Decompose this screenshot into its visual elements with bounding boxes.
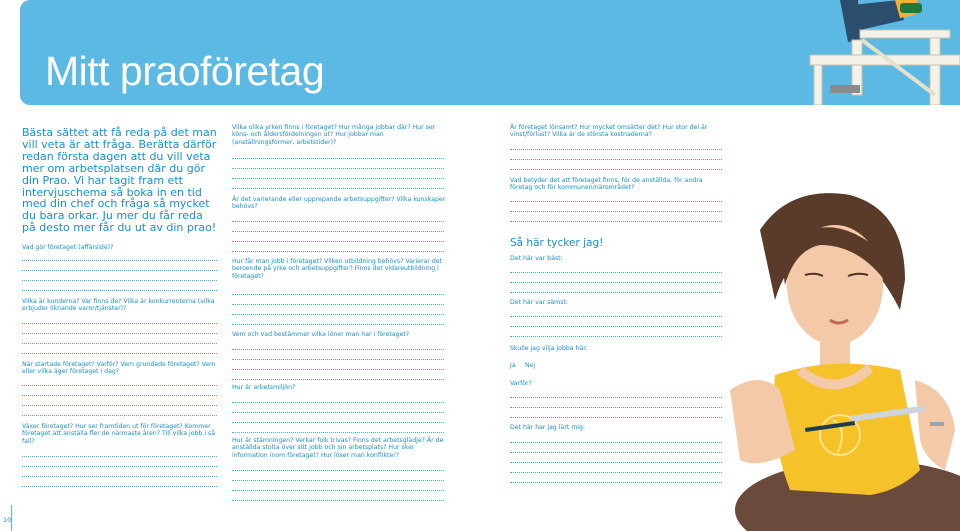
answer-line[interactable] xyxy=(22,378,217,386)
answer-line[interactable] xyxy=(232,161,444,169)
answer-line[interactable] xyxy=(232,224,444,232)
answer-line[interactable] xyxy=(232,395,444,403)
answer-line[interactable] xyxy=(22,449,217,457)
answer-line[interactable] xyxy=(22,408,217,416)
page-title: Mitt praoföretag xyxy=(45,48,325,94)
answer-line[interactable] xyxy=(510,319,722,327)
question-profitability: Är företaget lönsamt? Hur mycket omsätter det? Hur stor del är vinst/förlust? Vilka är de största kostnaderna? xyxy=(510,124,708,139)
option-no[interactable]: Nej xyxy=(525,362,536,369)
answer-line[interactable] xyxy=(232,214,444,222)
answer-line[interactable] xyxy=(232,415,444,423)
answer-line[interactable] xyxy=(22,283,217,291)
answer-line[interactable] xyxy=(22,273,217,281)
intro-text: Bästa sättet att få reda på det man vill veta är att fråga. Berätta därför redan första dagen att du vill veta mer om arbetsplatsen där du gör din Prao. Vi har tagit fram ett intervjuschema så boka in en tid med din chef och fråga så mycket du bara orkar. Ju mer du får reda på desto mer får du ut av din prao! xyxy=(22,126,217,235)
answer-line[interactable] xyxy=(510,475,722,483)
question-business-idea: Vad gör företaget (affärsidé)? xyxy=(22,244,114,251)
answer-line[interactable] xyxy=(232,493,444,501)
answer-line[interactable] xyxy=(232,307,444,315)
prompt-why: Varför? xyxy=(510,380,532,387)
prompt-work-here: Skulle jag vilja jobba här: xyxy=(510,345,588,352)
answer-line[interactable] xyxy=(510,455,722,463)
prompt-worst: Det här var sämst: xyxy=(510,299,568,306)
answer-line[interactable] xyxy=(232,234,444,242)
answer-line[interactable] xyxy=(510,275,722,283)
answer-line[interactable] xyxy=(232,151,444,159)
answer-line[interactable] xyxy=(232,352,444,360)
question-tasks: Är det varierande eller upprepande arbetsuppgifter? Vilka kunskaper behövs? xyxy=(232,196,446,211)
chair-illustration xyxy=(800,0,960,105)
answer-line[interactable] xyxy=(232,463,444,471)
answer-line[interactable] xyxy=(510,162,722,170)
answer-line[interactable] xyxy=(22,459,217,467)
question-customers: Vilka är kunderna? Var finns de? Vilka är konkurrenterna (vilka erbjuder liknande varor/tjänster)? xyxy=(22,298,215,313)
answer-line[interactable] xyxy=(510,265,722,273)
answer-line[interactable] xyxy=(510,410,722,418)
question-salaries: Vem och vad bestämmer vilka löner man har i företaget? xyxy=(232,331,410,338)
question-impact: Vad betyder det att företaget finns, för de anställda, för andra företag och för kommunen/närområdet? xyxy=(510,177,703,192)
page-number: 10 xyxy=(3,516,12,524)
answer-line[interactable] xyxy=(22,346,217,354)
answer-line[interactable] xyxy=(22,388,217,396)
answer-line[interactable] xyxy=(510,204,722,212)
answer-line[interactable] xyxy=(232,244,444,252)
prompt-learned: Det här har jag lärt mig: xyxy=(510,424,586,431)
answer-line[interactable] xyxy=(510,329,722,337)
answer-line[interactable] xyxy=(232,473,444,481)
answer-line[interactable] xyxy=(510,309,722,317)
answer-line[interactable] xyxy=(232,425,444,433)
answer-line[interactable] xyxy=(510,152,722,160)
answer-line[interactable] xyxy=(510,142,722,150)
answer-line[interactable] xyxy=(510,465,722,473)
answer-line[interactable] xyxy=(510,390,722,398)
question-growth: Växer företaget? Hur ser framtiden ut för företaget? Kommer företaget att anställa fler de närmaste åren? Till vilka jobb i så fall? xyxy=(22,423,216,445)
answer-line[interactable] xyxy=(232,362,444,370)
answer-line[interactable] xyxy=(22,336,217,344)
answer-line[interactable] xyxy=(232,297,444,305)
opinion-heading: Så här tycker jag! xyxy=(510,237,604,249)
answer-line[interactable] xyxy=(510,194,722,202)
answer-line[interactable] xyxy=(22,263,217,271)
answer-line[interactable] xyxy=(22,326,217,334)
answer-line[interactable] xyxy=(510,400,722,408)
answer-line[interactable] xyxy=(232,181,444,189)
answer-line[interactable] xyxy=(232,171,444,179)
answer-line[interactable] xyxy=(232,287,444,295)
answer-line[interactable] xyxy=(232,483,444,491)
question-environment: Hur är arbetsmiljön? xyxy=(232,384,296,391)
question-hiring: Hur får man jobb i företaget? Vilken utbildning behövs? Varierar det beroende på yrke och arbetsuppgifter? Finns det vidareutbildning i företaget? xyxy=(232,258,442,280)
answer-line[interactable] xyxy=(510,435,722,443)
question-professions: Vilka olika yrken finns i företaget? Hur många jobbar där? Hur ser köns- och åldersfördelningen ut? Hur jobbar man (anställningsformer, arbetstider)? xyxy=(232,124,436,146)
answer-line[interactable] xyxy=(232,372,444,380)
answer-line[interactable] xyxy=(510,214,722,222)
prompt-best: Det här var bäst: xyxy=(510,255,563,262)
answer-line[interactable] xyxy=(232,405,444,413)
question-atmosphere: Hur är stämningen? Verkar folk trivas? Finns det arbetsglädje? Är de anställda stolta över sitt jobb och sin arbetsplats? Hur sker information inom företaget? Hur löser man konflikter? xyxy=(232,437,444,459)
question-founded: När startade företaget? Varför? Vem grundade företaget? Vem eller vilka äger företaget i dag? xyxy=(22,361,216,376)
hairdresser-illustration xyxy=(720,190,960,531)
answer-line[interactable] xyxy=(22,316,217,324)
answer-line[interactable] xyxy=(22,398,217,406)
answer-line[interactable] xyxy=(22,479,217,487)
answer-line[interactable] xyxy=(232,317,444,325)
answer-line[interactable] xyxy=(232,342,444,350)
answer-line[interactable] xyxy=(510,445,722,453)
answer-line[interactable] xyxy=(510,285,722,293)
answer-line[interactable] xyxy=(22,469,217,477)
option-yes[interactable]: Ja xyxy=(510,362,516,369)
answer-line[interactable] xyxy=(22,253,217,261)
